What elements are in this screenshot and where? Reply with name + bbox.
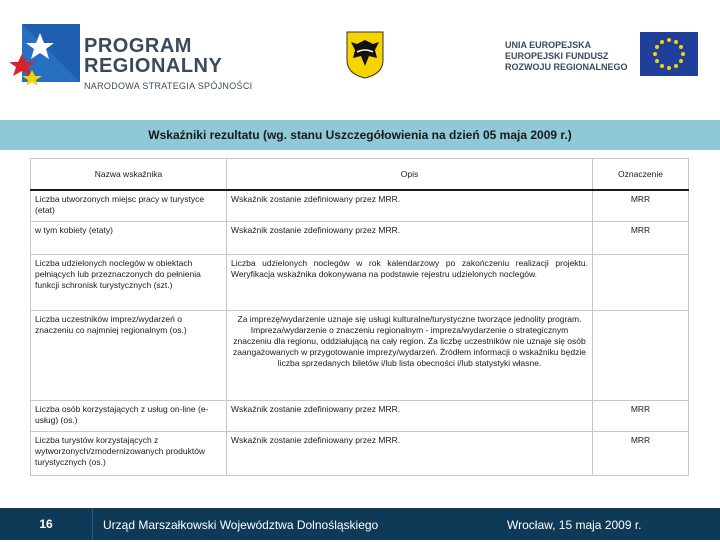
table-row	[31, 190, 689, 221]
cell-code: MRR	[593, 400, 689, 431]
eu-line1: UNIA EUROPEJSKA	[505, 40, 592, 50]
cell-name: Liczba turystów korzystających z wytworzonych/zmodernizowanych produktów turystycznych (os.)	[31, 431, 227, 475]
program-title	[84, 36, 222, 76]
footer-date: Wrocław, 15 maja 2009 r.	[507, 518, 642, 532]
header-code: Oznaczenie	[593, 159, 689, 191]
table-row	[31, 254, 689, 310]
program-subtitle: NARODOWA STRATEGIA SPÓJNOŚCI	[84, 81, 253, 91]
cell-code: MRR	[593, 190, 689, 221]
cell-name: Liczba utworzonych miejsc pracy w turystyce (etat)	[31, 190, 227, 221]
cell-name: Liczba udzielonych noclegów w obiektach pełniących lub przeznaczonych do pełnienia funkcji schronisk turystycznych (szt.)	[31, 254, 227, 310]
lower-silesia-crest-icon	[345, 30, 385, 80]
cell-desc: Wskaźnik zostanie zdefiniowany przez MRR.	[227, 400, 593, 431]
cell-code	[593, 254, 689, 310]
cell-name: w tym kobiety (etaty)	[31, 221, 227, 254]
cell-code	[593, 310, 689, 400]
table-header-row	[31, 159, 689, 191]
page-number: 16	[0, 508, 93, 540]
header-name: Nazwa wskaźnika	[31, 159, 227, 191]
header	[0, 0, 720, 118]
table-row	[31, 310, 689, 400]
indicators-table	[30, 158, 689, 476]
eu-flag-icon	[640, 32, 698, 76]
table-row	[31, 400, 689, 431]
eu-line3: ROZWOJU REGIONALNEGO	[505, 62, 628, 72]
cell-desc: Za imprezę/wydarzenie uznaje się usługi kulturalne/turystyczne tworzące jednolity program. Impreza/wydarzenie o znaczeniu regionalnym - impreza/wydarzenie o strategicznym znaczeniu dla regionu, oddziałującą na cały region. Za liczbę uczestników nie uznaje się osób zaangażowanych w przygotowanie imprezy/wydarzeń. Źródłem informacji o wskaźniku będzie liczba sprzedanych biletów i/lub lista obecności i/lub statystyki własne.	[227, 310, 593, 400]
header-desc: Opis	[227, 159, 593, 191]
slide-title: Wskaźniki rezultatu (wg. stanu Uszczegółowienia na dzień 05 maja 2009 r.)	[148, 128, 572, 142]
cell-desc: Wskaźnik zostanie zdefiniowany przez MRR.	[227, 221, 593, 254]
cell-name: Liczba osób korzystających z usług on-line (e-usług) (os.)	[31, 400, 227, 431]
table-row	[31, 221, 689, 254]
cell-desc: Wskaźnik zostanie zdefiniowany przez MRR.	[227, 190, 593, 221]
cell-code: MRR	[593, 221, 689, 254]
table-row	[31, 431, 689, 475]
program-line2: REGIONALNY	[84, 55, 223, 77]
eu-text	[505, 40, 628, 73]
eu-line2: EUROPEJSKI FUNDUSZ	[505, 51, 609, 61]
cell-desc: Wskaźnik zostanie zdefiniowany przez MRR.	[227, 431, 593, 475]
program-line1: PROGRAM	[84, 35, 192, 57]
cell-desc: Liczba udzielonych noclegów w rok kalendarzowy po zakończeniu realizacji projektu. Weryfikacja wskaźnika dokonywana na podstawie rejestru udzielonych noclegów.	[227, 254, 593, 310]
footer-institution: Urząd Marszałkowski Województwa Dolnośląskiego	[103, 518, 379, 532]
cell-name: Liczba uczestników imprez/wydarzeń o znaczeniu co najmniej regionalnym (os.)	[31, 310, 227, 400]
cell-code: MRR	[593, 431, 689, 475]
